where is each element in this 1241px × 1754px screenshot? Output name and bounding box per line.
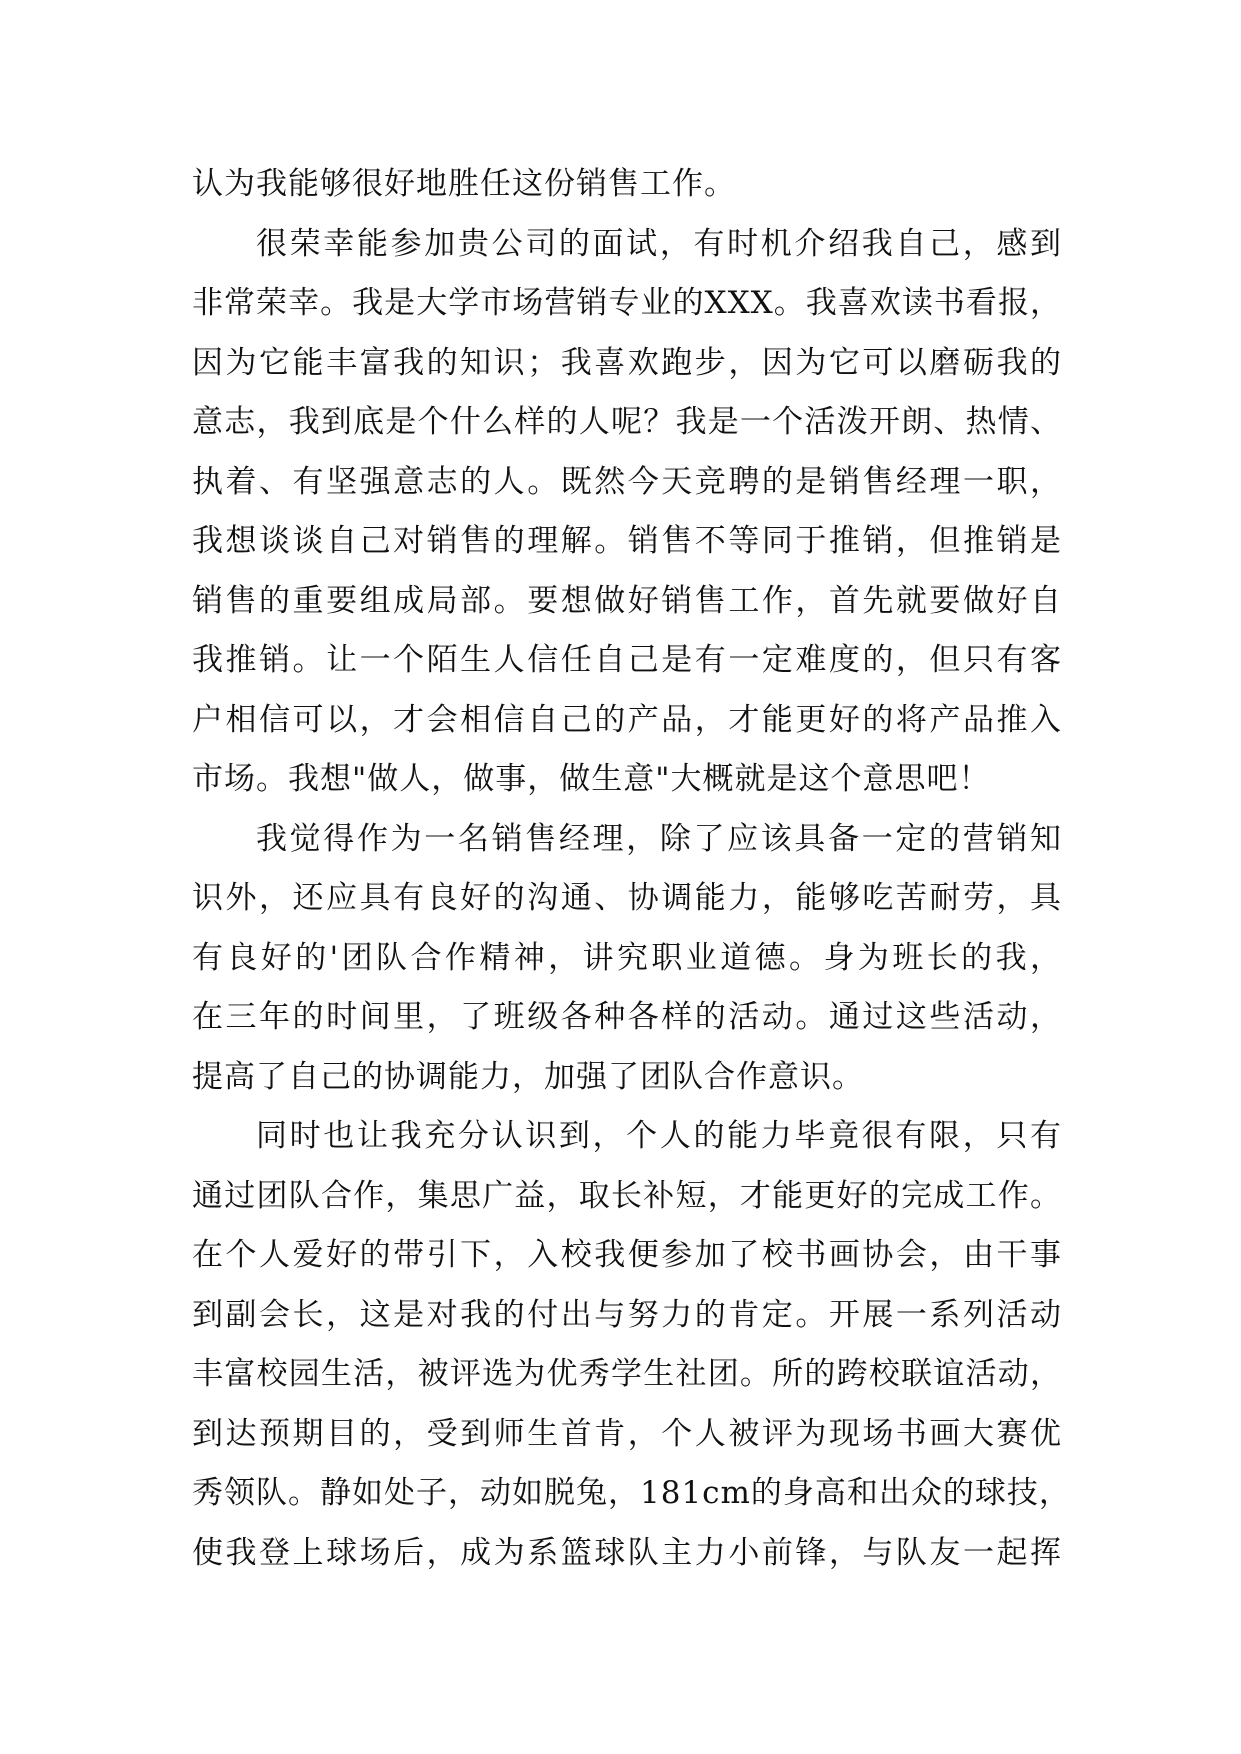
text-line: 使我登上球场后，成为系篮球队主力小前锋，与队友一起挥 [192, 1534, 1062, 1571]
text-line: 认为我能够很好地胜任这份销售工作。 [192, 166, 736, 202]
document-body [192, 155, 1071, 1583]
text-line: 销售的重要组成局部。要想做好销售工作，首先就要做好自 [192, 582, 1062, 619]
text-line: 非常荣幸。我是大学市场营销专业的XXX。我喜欢读书看报， [192, 285, 1062, 321]
text-line: 在三年的时间里，了班级各种各样的活动。通过这些活动， [192, 999, 1062, 1035]
text-line: 意志，我到底是个什么样的人呢？我是一个活泼开朗、热情、 [192, 404, 1062, 440]
paragraph [192, 155, 1062, 215]
text-line: 我想谈谈自己对销售的理解。销售不等同于推销，但推销是 [192, 523, 1062, 559]
text-line: 同时也让我充分认识到，个人的能力毕竟很有限，只有 [256, 1118, 1062, 1154]
text-line: 有良好的'团队合作精神，讲究职业道德。身为班长的我， [192, 939, 1062, 976]
text-line: 提高了自己的协调能力，加强了团队合作意识。 [192, 1058, 864, 1095]
text-line: 通过团队合作，集思广益，取长补短，才能更好的完成工作。 [192, 1177, 1062, 1214]
text-line: 在个人爱好的带引下，入校我便参加了校书画协会，由干事 [192, 1237, 1062, 1273]
paragraph [192, 215, 1062, 810]
text-line: 执着、有坚强意志的人。既然今天竞聘的是销售经理一职， [192, 463, 1062, 500]
text-line: 我推销。让一个陌生人信任自己是有一定难度的，但只有客 [192, 642, 1062, 678]
text-line: 户相信可以，才会相信自己的产品，才能更好的将产品推入 [192, 701, 1062, 738]
text-line: 市场。我想"做人，做事，做生意"大概就是这个意思吧！ [192, 761, 991, 797]
text-line: 到副会长，这是对我的付出与努力的肯定。开展一系列活动 [192, 1296, 1062, 1333]
text-line: 丰富校园生活，被评选为优秀学生社团。所的跨校联谊活动， [192, 1356, 1062, 1392]
paragraph [192, 810, 1062, 1108]
text-line: 到达预期目的，受到师生首肯，个人被评为现场书画大赛优 [192, 1415, 1062, 1452]
text-line: 秀领队。静如处子，动如脱兔，181cm的身高和出众的球技， [192, 1475, 1071, 1511]
text-line: 很荣幸能参加贵公司的面试，有时机介绍我自己，感到 [256, 225, 1062, 262]
text-line: 因为它能丰富我的知识；我喜欢跑步，因为它可以磨砺我的 [192, 344, 1062, 381]
paragraph [192, 1107, 1071, 1583]
text-line: 识外，还应具有良好的沟通、协调能力，能够吃苦耐劳，具 [192, 880, 1062, 916]
text-line: 我觉得作为一名销售经理，除了应该具备一定的营销知 [256, 820, 1062, 857]
